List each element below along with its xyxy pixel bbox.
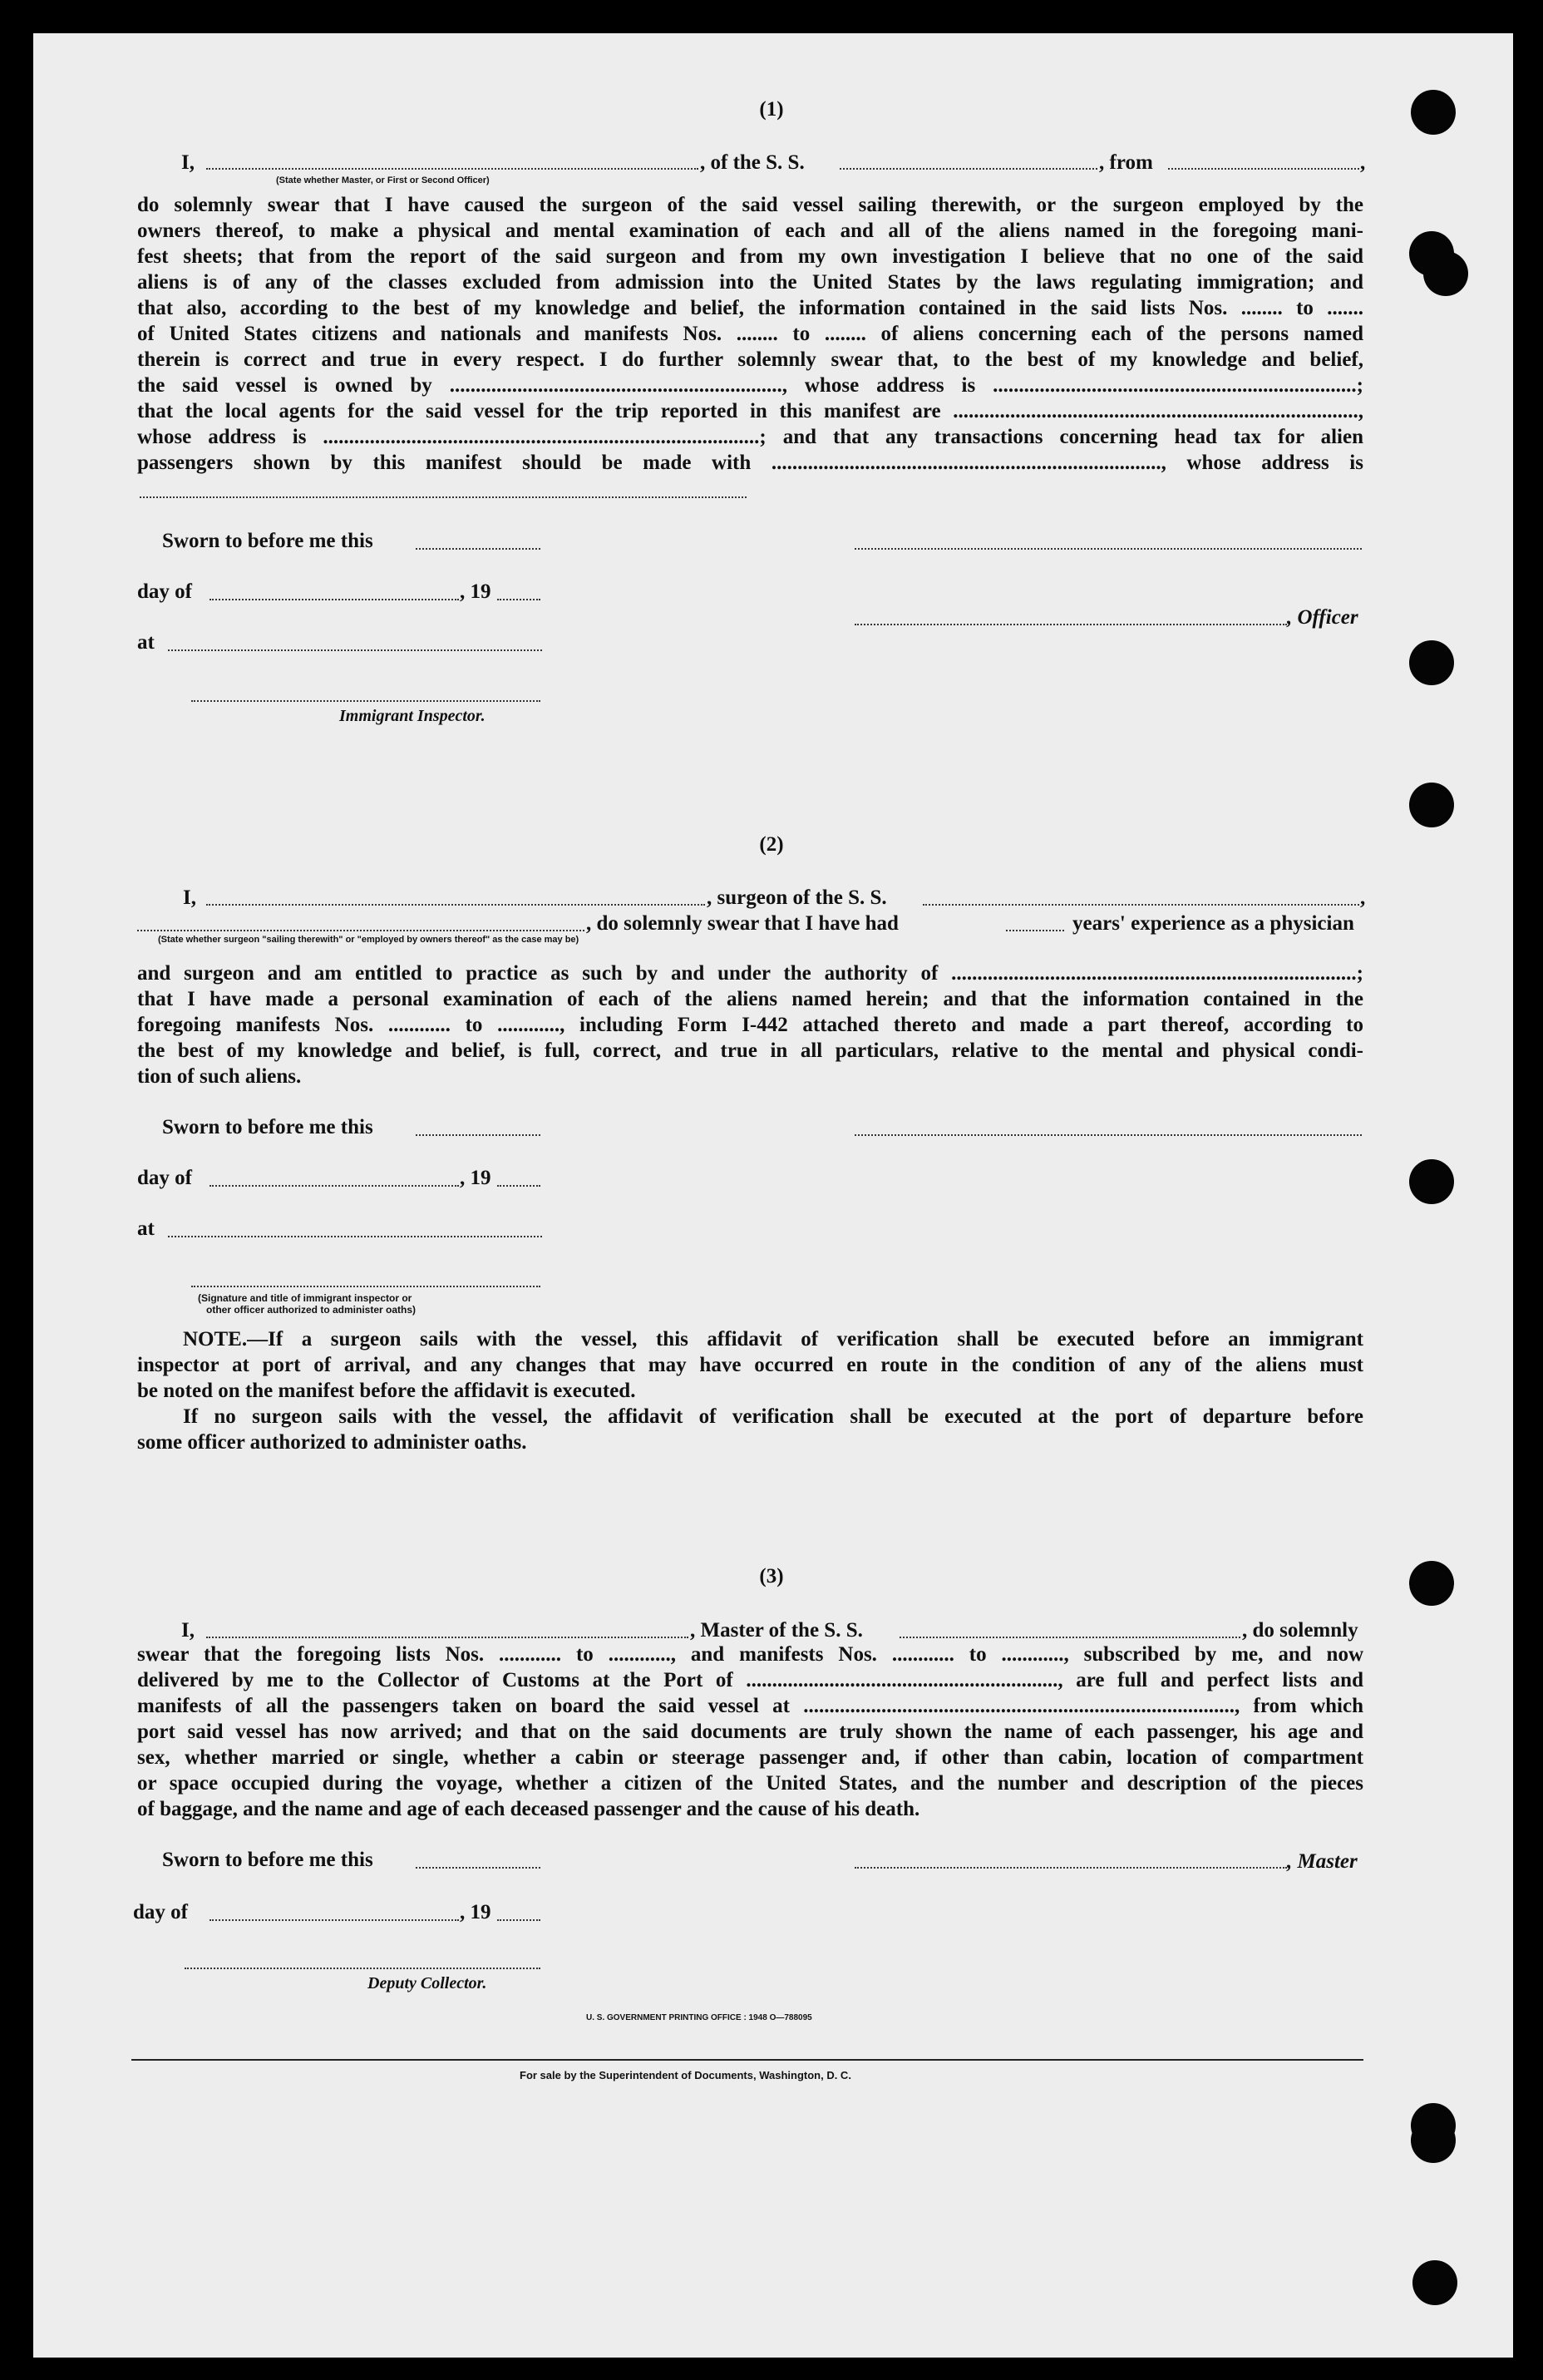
section-2-number: (2) xyxy=(759,833,784,856)
s2-signature-line[interactable] xyxy=(855,1134,1362,1136)
s3-sworn: Sworn to before me this xyxy=(162,1849,373,1871)
s2-year-field[interactable] xyxy=(497,1185,540,1187)
s2-note-line: If no surgeon sails with the vessel, the affidavit of verification shall be executed at the port of departure before xyxy=(183,1405,1363,1428)
s1-line: therein is correct and true in every respect. I do further solemnly swear that, to the best of my knowledge and belief, xyxy=(137,348,1363,371)
s1-year-field[interactable] xyxy=(497,599,540,600)
punch-hole xyxy=(1409,1159,1454,1204)
footer-sale-notice: For sale by the Superintendent of Documents, Washington, D. C. xyxy=(520,2069,851,2081)
s1-line: passengers shown by this manifest should be made with ..........................................................................., whose address is xyxy=(137,452,1363,474)
s2-comma: , xyxy=(1360,886,1366,909)
s2-sworn: Sworn to before me this xyxy=(162,1116,373,1138)
s1-sworn: Sworn to before me this xyxy=(162,530,373,552)
s1-port-from-field[interactable] xyxy=(1168,168,1359,170)
s3-line: swear that the foregoing lists Nos. ............ to ............, and manifests Nos. ............ to ............, subscribed by me, and now xyxy=(137,1643,1363,1666)
s2-day-of: day of xyxy=(137,1167,192,1189)
s1-inspector-label: Immigrant Inspector. xyxy=(339,707,486,725)
s1-officer-name-field[interactable] xyxy=(206,168,698,170)
s1-line: that also, according to the best of my knowledge and belief, the information contained in the said lists Nos. ........ to ....... xyxy=(137,297,1363,319)
s2-sworn-day-field[interactable] xyxy=(416,1134,540,1136)
s1-sworn-day-field[interactable] xyxy=(416,548,540,550)
s2-year: , 19 xyxy=(460,1167,491,1189)
s3-I: I, xyxy=(181,1619,195,1642)
s3-master-signature-field[interactable] xyxy=(855,1867,1287,1869)
s1-caption: (State whether Master, or First or Second Officer) xyxy=(276,175,490,185)
s1-I: I, xyxy=(181,151,195,174)
s3-do-solemnly: , do solemnly xyxy=(1242,1619,1358,1642)
s1-day-of: day of xyxy=(137,580,192,603)
s3-day-of: day of xyxy=(133,1901,188,1923)
s3-line: port said vessel has now arrived; and that on the said documents are truly shown the name of each passenger, his age and xyxy=(137,1721,1363,1743)
s3-month-field[interactable] xyxy=(210,1919,459,1921)
s1-vessel-name-field[interactable] xyxy=(840,168,1097,170)
s3-sworn-day-field[interactable] xyxy=(416,1867,540,1869)
s2-note-line: be noted on the manifest before the affidavit is executed. xyxy=(137,1380,636,1402)
s3-vessel-name-field[interactable] xyxy=(900,1637,1240,1638)
s3-line: or space occupied during the voyage, whether a citizen of the United States, and the number and description of the pieces xyxy=(137,1772,1363,1795)
s2-note-line: NOTE.—If a surgeon sails with the vessel, this affidavit of verification shall be executed before an immigrant xyxy=(183,1328,1363,1350)
s1-comma: , xyxy=(1360,151,1366,174)
s3-year: , 19 xyxy=(460,1901,491,1923)
s2-line: tion of such aliens. xyxy=(137,1065,302,1088)
s1-at: at xyxy=(137,631,155,654)
s1-head-tax-address-field[interactable] xyxy=(140,496,747,498)
s3-line: sex, whether married or single, whether a cabin or steerage passenger and, if other than cabin, location of compartment xyxy=(137,1746,1363,1769)
s3-line: delivered by me to the Collector of Customs at the Port of ............................................................, are full and perfect lists and xyxy=(137,1669,1363,1691)
s2-month-field[interactable] xyxy=(210,1185,459,1187)
s2-inspector-signature-field[interactable] xyxy=(191,1286,540,1287)
s2-note-line: inspector at port of arrival, and any changes that may have occurred en route in the condition of any of the aliens must xyxy=(137,1354,1363,1376)
footer-rule xyxy=(131,2059,1363,2061)
punch-hole xyxy=(1409,783,1454,827)
section-3-number: (3) xyxy=(759,1565,784,1587)
s2-years-experience: years' experience as a physician xyxy=(1072,912,1354,935)
s1-officer-label: , Officer xyxy=(1287,606,1358,629)
s3-collector-signature-field[interactable] xyxy=(185,1968,540,1969)
s1-line: do solemnly swear that I have caused the surgeon of the said vessel sailing therewith, or the surgeon employed by the xyxy=(137,194,1363,216)
s1-of-ss: , of the S. S. xyxy=(700,151,805,174)
s2-swear: , do solemnly swear that I have had xyxy=(586,912,899,935)
s1-line: whose address is ....................................................................................; and that any transactions concerning head tax for alien xyxy=(137,426,1363,448)
s1-month-field[interactable] xyxy=(210,599,459,600)
s2-at-field[interactable] xyxy=(168,1236,542,1237)
s2-line: foregoing manifests Nos. ............ to ............, including Form I-442 attached thereto and made a part thereof, according to xyxy=(137,1014,1363,1036)
section-1-number: (1) xyxy=(759,98,784,121)
s2-caption: (State whether surgeon "sailing therewith" or "employed by owners thereof" as the case may be) xyxy=(158,935,579,945)
printing-office-line: U. S. GOVERNMENT PRINTING OFFICE : 1948 O—788095 xyxy=(586,2013,812,2022)
punch-hole xyxy=(1423,251,1468,296)
s2-surgeon-of: , surgeon of the S. S. xyxy=(707,886,887,909)
punch-hole xyxy=(1411,2118,1456,2163)
s2-signature-caption: other officer authorized to administer oaths) xyxy=(206,1304,417,1316)
s1-line: the said vessel is owned by ................................................................, whose address is ......................................................................; xyxy=(137,374,1363,397)
s2-line: that I have made a personal examination of each of the aliens named herein; and that the information contained in the xyxy=(137,988,1363,1010)
s3-master-label: , Master xyxy=(1287,1850,1358,1873)
s2-line: and surgeon and am entitled to practice as such by and under the authority of ..............................................................................; xyxy=(137,962,1363,985)
s3-year-field[interactable] xyxy=(497,1919,540,1921)
s3-master-name-field[interactable] xyxy=(206,1637,688,1638)
s2-note-line: some officer authorized to administer oaths. xyxy=(137,1431,527,1454)
s2-at: at xyxy=(137,1217,155,1240)
s1-line: of United States citizens and nationals and manifests Nos. ........ to ........ of aliens concerning each of the persons named xyxy=(137,323,1363,345)
punch-hole xyxy=(1409,640,1454,685)
s3-line: manifests of all the passengers taken on board the said vessel at ..................................................................................., from which xyxy=(137,1695,1363,1717)
s1-line: owners thereof, to make a physical and mental examination of each and all of the aliens named in the foregoing mani- xyxy=(137,220,1363,242)
s1-inspector-signature-field[interactable] xyxy=(191,700,540,702)
s2-surgeon-name-field[interactable] xyxy=(206,904,705,906)
s2-I: I, xyxy=(183,886,196,909)
s1-officer-signature-field[interactable] xyxy=(855,624,1287,625)
s2-capacity-field[interactable] xyxy=(137,930,584,931)
s1-line: aliens is of any of the classes excluded from admission into the United States by the laws regulating immigration; and xyxy=(137,271,1363,294)
s1-line: fest sheets; that from the report of the said surgeon and from my own investigation I believe that no one of the said xyxy=(137,245,1363,268)
s1-at-field[interactable] xyxy=(168,649,542,651)
s1-line: that the local agents for the said vessel for the trip reported in this manifest are .............................................................................., xyxy=(137,400,1363,422)
s3-line: of baggage, and the name and age of each deceased passenger and the cause of his death. xyxy=(137,1798,920,1820)
punch-hole xyxy=(1412,2260,1457,2305)
s3-master-of: , Master of the S. S. xyxy=(690,1619,863,1642)
s1-year: , 19 xyxy=(460,580,491,603)
s2-vessel-name-field[interactable] xyxy=(923,904,1359,906)
s3-collector-label: Deputy Collector. xyxy=(367,1974,487,1992)
s2-signature-caption: (Signature and title of immigrant inspector or xyxy=(198,1292,412,1304)
s1-from: , from xyxy=(1099,151,1153,174)
s1-signature-line[interactable] xyxy=(855,548,1362,550)
s2-line: the best of my knowledge and belief, is full, correct, and true in all particulars, relative to the mental and physical condi- xyxy=(137,1039,1363,1062)
s2-years-field[interactable] xyxy=(1006,930,1064,931)
